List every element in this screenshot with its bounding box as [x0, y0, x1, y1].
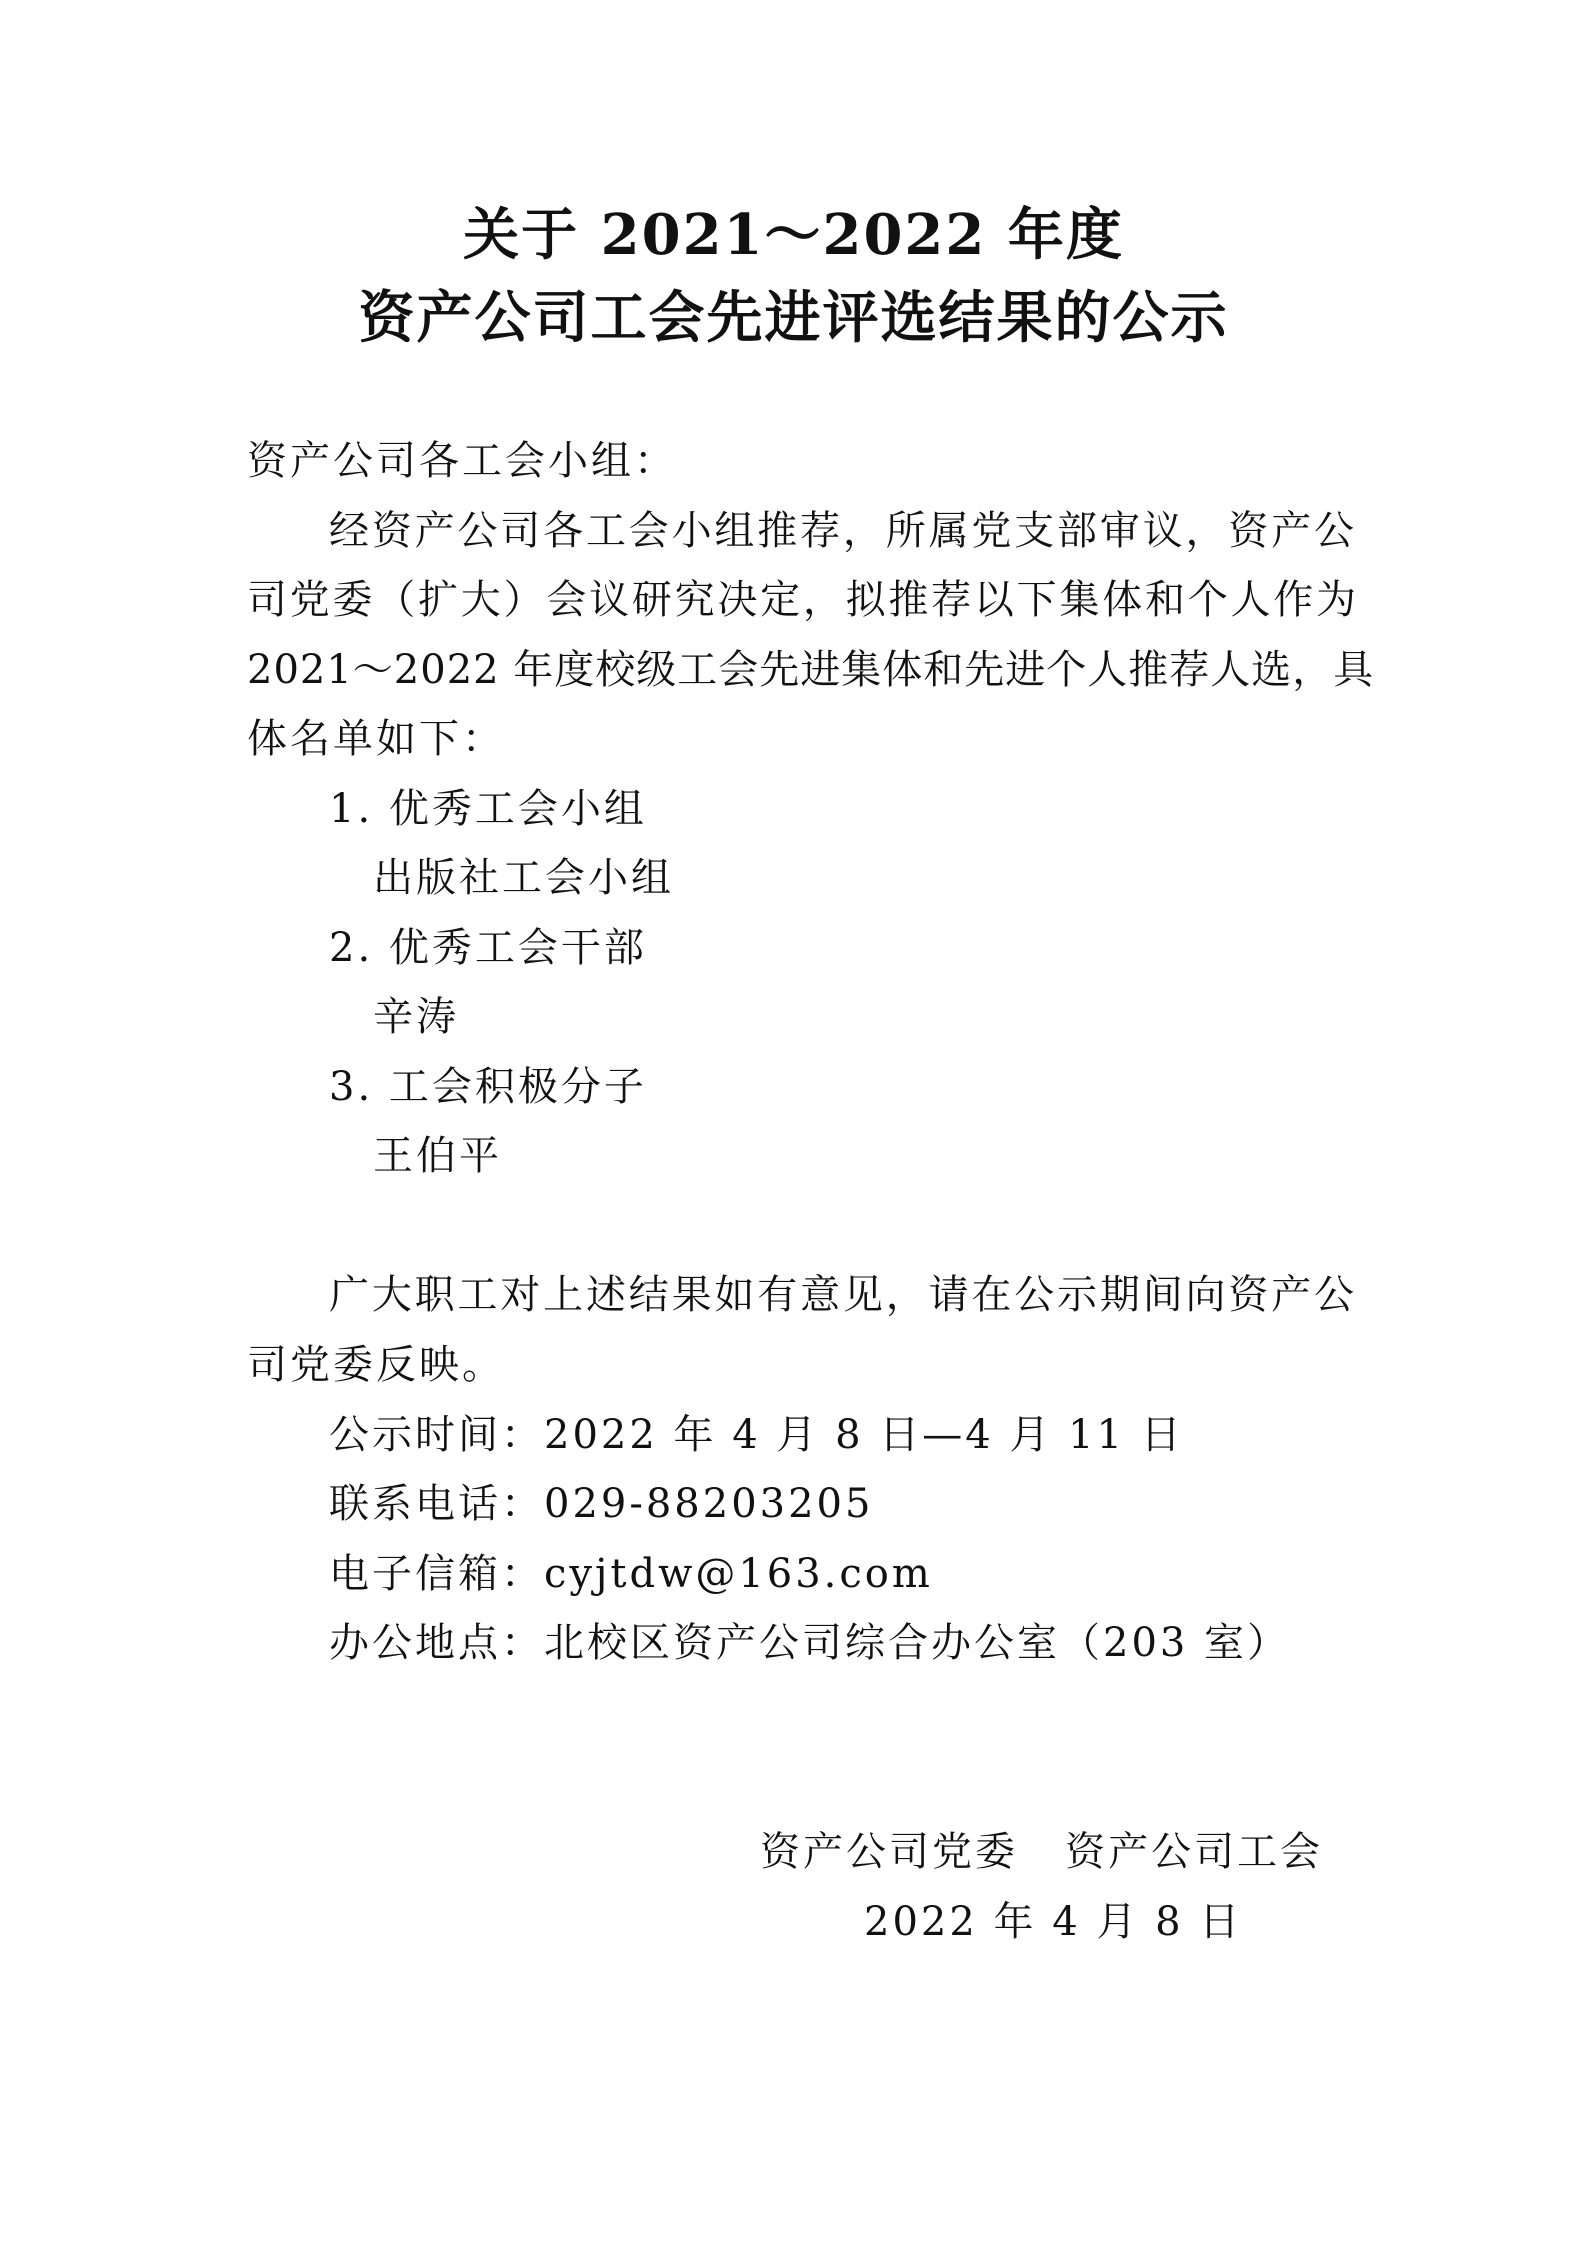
contact-email: 电子信箱：cyjtdw@163.com: [329, 1551, 933, 1597]
signature-issuers: 资产公司党委 资产公司工会: [760, 1829, 1324, 1875]
signature-date: 2022 年 4 月 8 日: [864, 1899, 1243, 1945]
section-heading-2: 2. 优秀工会干部: [329, 925, 647, 971]
section-heading-1: 1. 优秀工会小组: [329, 786, 647, 832]
feedback-line-2: 司党委反映。: [247, 1342, 505, 1388]
publicity-period: 公示时间：2022 年 4 月 8 日—4 月 11 日: [329, 1412, 1184, 1458]
intro-line-2: 司党委（扩大）会议研究决定，拟推荐以下集体和个人作为: [247, 577, 1357, 623]
office-location: 办公地点：北校区资产公司综合办公室（203 室）: [329, 1620, 1291, 1666]
intro-line-3: 2021～2022 年度校级工会先进集体和先进个人推荐人选，具: [247, 647, 1375, 693]
section-entry-2: 辛涛: [373, 994, 459, 1040]
document-title-line-1: 关于 2021～2022 年度: [463, 202, 1124, 268]
section-heading-3: 3. 工会积极分子: [329, 1064, 647, 1110]
contact-phone: 联系电话：029-88203205: [329, 1481, 874, 1527]
feedback-line-1: 广大职工对上述结果如有意见，请在公示期间向资产公: [329, 1272, 1355, 1318]
intro-line-1: 经资产公司各工会小组推荐，所属党支部审议，资产公: [329, 508, 1355, 554]
intro-line-4: 体名单如下：: [247, 716, 505, 762]
section-entry-3: 王伯平: [373, 1133, 502, 1179]
salutation: 资产公司各工会小组：: [247, 438, 677, 484]
document-title-line-2: 资产公司工会先进评选结果的公示: [358, 285, 1229, 351]
section-entry-1: 出版社工会小组: [373, 855, 674, 901]
